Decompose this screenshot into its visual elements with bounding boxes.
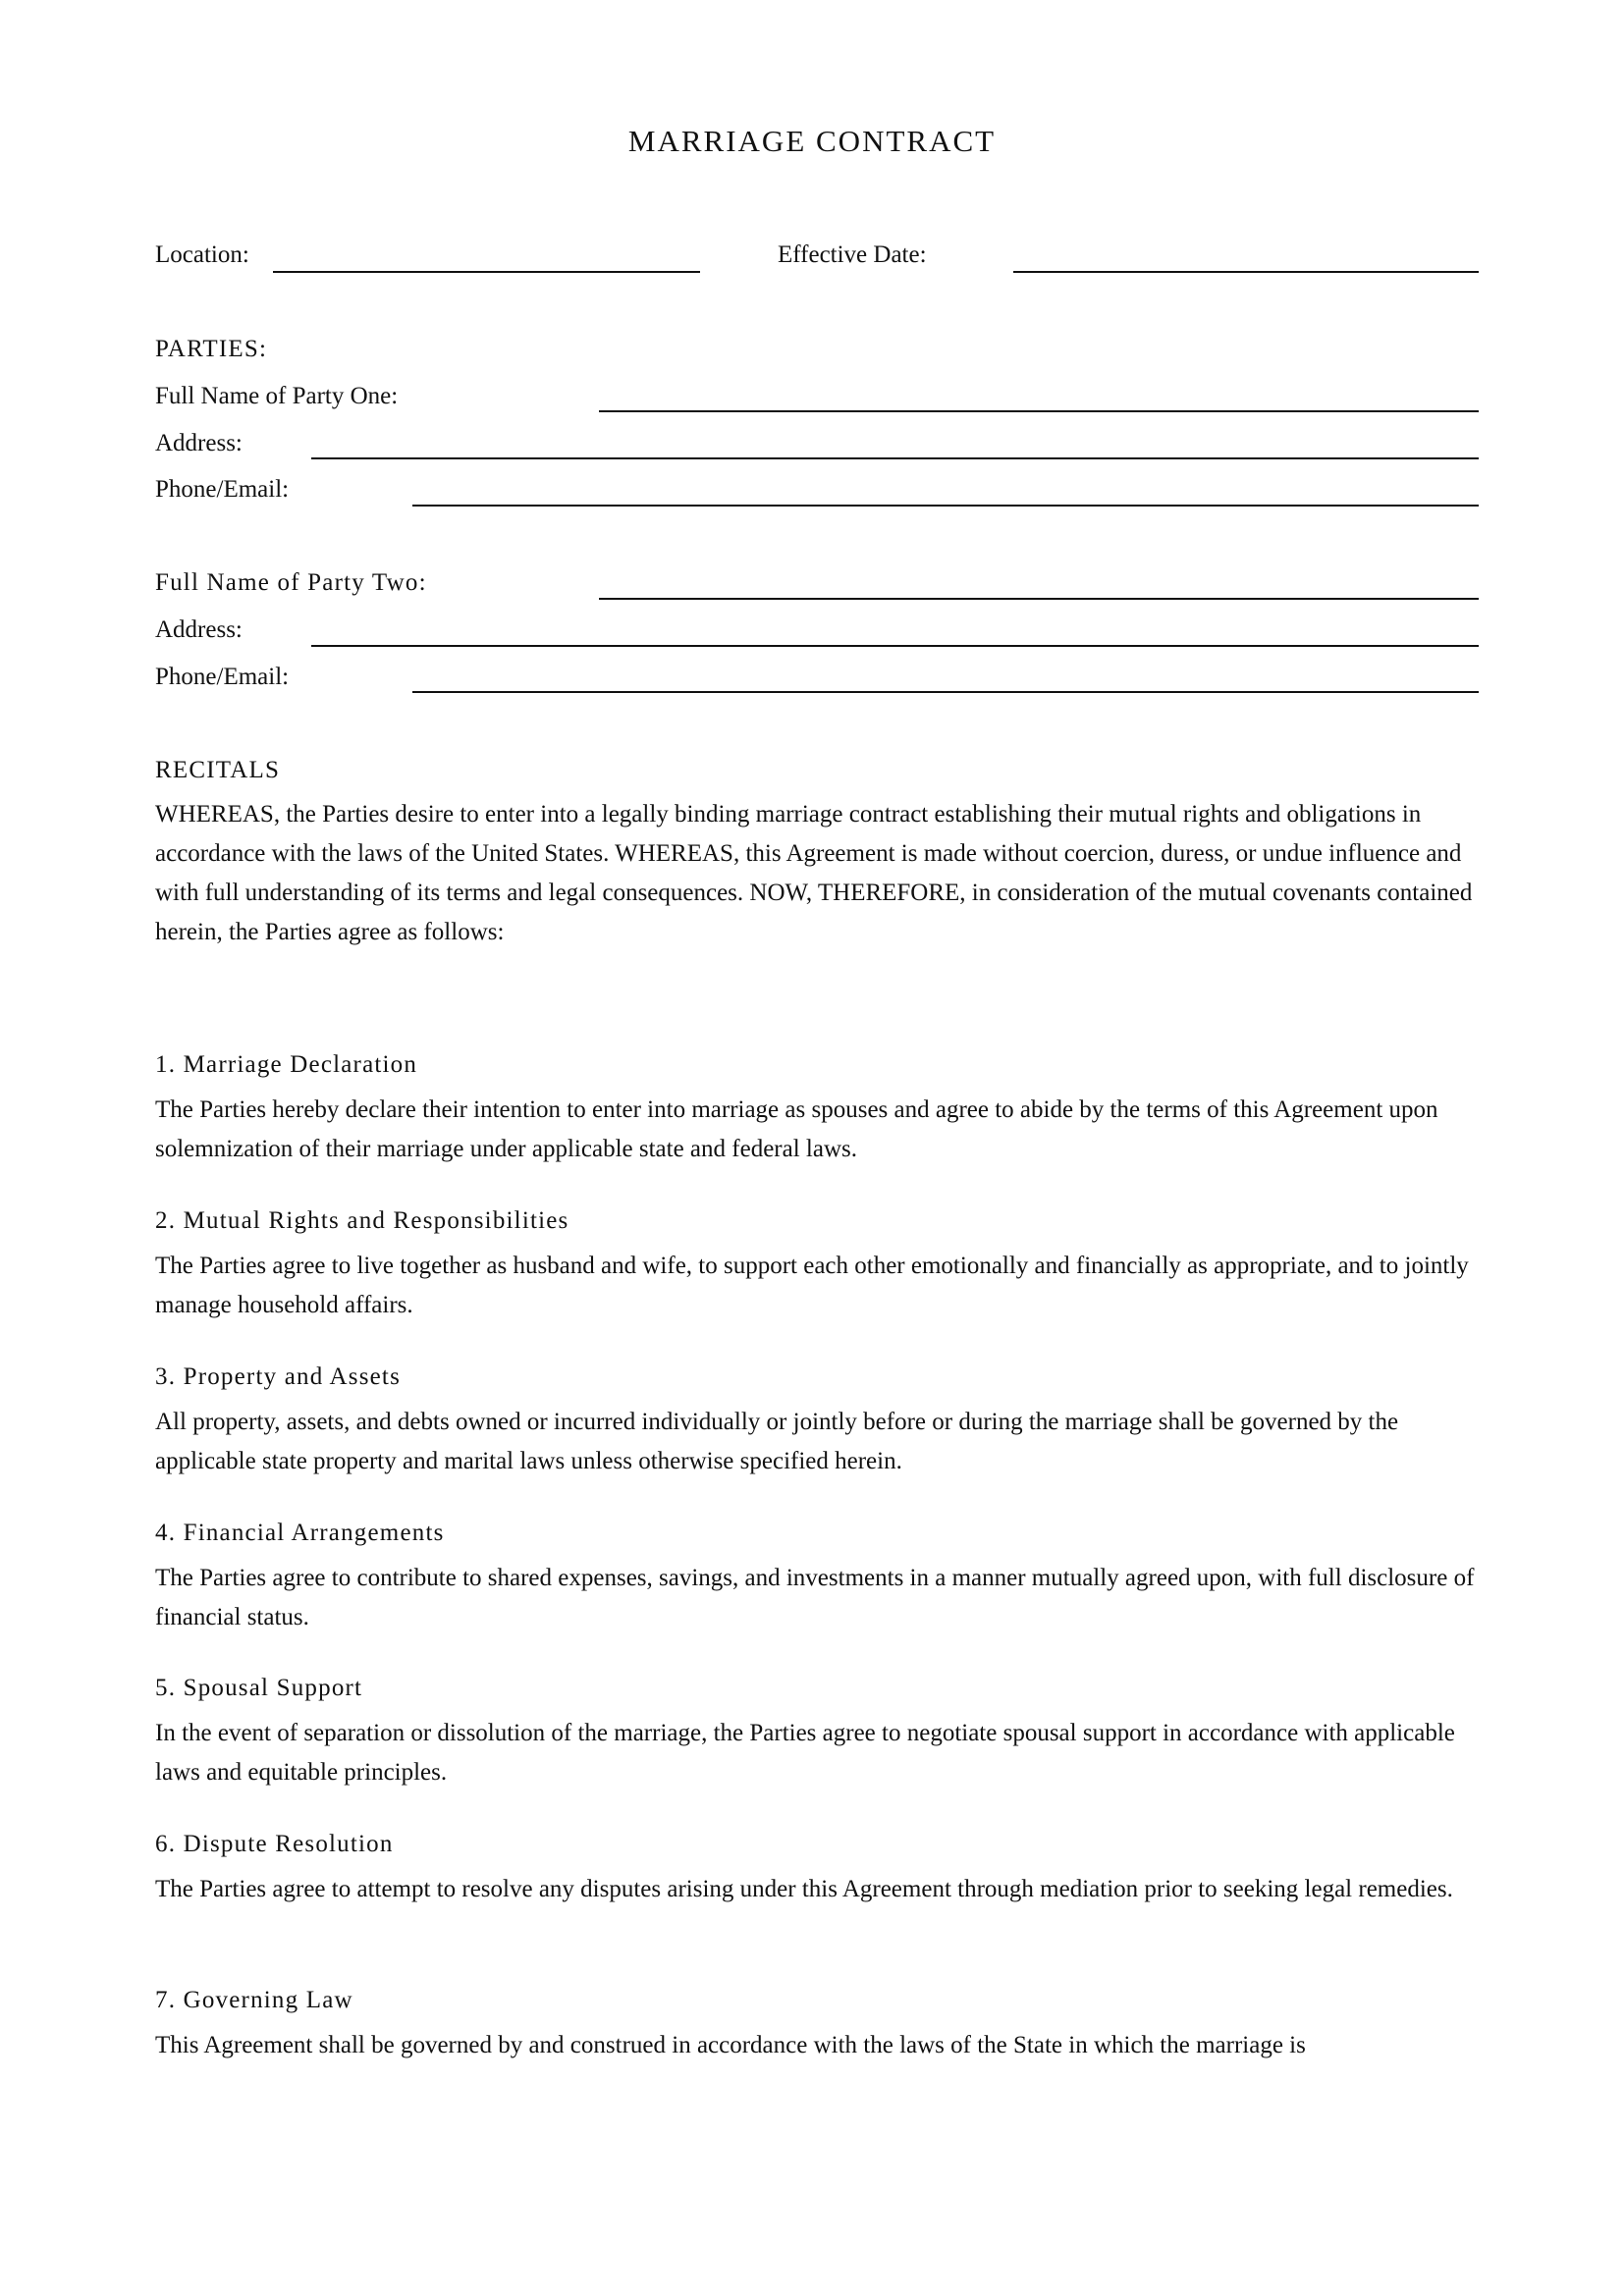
section-2-text: The Parties agree to live together as husband and wife, to support each other emotionally and financially as appropriate, and to jointly manage household affairs. — [155, 1253, 1469, 1318]
document-title: MARRIAGE CONTRACT — [627, 124, 997, 158]
party-one-contact-label: Phone/Email: — [155, 476, 290, 503]
party-one-name-field[interactable] — [599, 410, 1479, 412]
recitals-text: WHEREAS, the Parties desire to enter into a legally binding marriage contract establishing their mutual rights and obligations in accordance with the laws of the United States. WHEREAS, this Agreement is made without coercion, duress, or undue influence and with full understanding of its terms and legal consequences. NOW, THEREFORE, in consideration of the mutual covenants contained herein, the Parties agree as follows: — [155, 801, 1473, 945]
location-field[interactable] — [273, 271, 700, 273]
section-5-heading: 5. Spousal Support — [155, 1675, 363, 1701]
section-1-heading: 1. Marriage Declaration — [155, 1051, 418, 1078]
location-label: Location: — [155, 241, 249, 268]
section-2-heading: 2. Mutual Rights and Responsibilities — [155, 1207, 569, 1234]
party-two-name-field[interactable] — [599, 598, 1479, 600]
section-6-text: The Parties agree to attempt to resolve any disputes arising under this Agreement through mediation prior to seeking legal remedies. — [155, 1876, 1453, 1902]
effective-date-field[interactable] — [1013, 271, 1479, 273]
section-4-text: The Parties agree to contribute to shared expenses, savings, and investments in a manner mutually agreed upon, with full disclosure of financial status. — [155, 1565, 1475, 1630]
party-one-address-label: Address: — [155, 430, 243, 456]
section-5-text: In the event of separation or dissolution of the marriage, the Parties agree to negotiate spousal support in accordance with applicable laws and equitable principles. — [155, 1720, 1455, 1786]
section-1-text: The Parties hereby declare their intention to enter into marriage as spouses and agree to abide by the terms of this Agreement upon solemnization of their marriage under applicable state and federal laws. — [155, 1096, 1438, 1162]
party-two-contact-field[interactable] — [412, 691, 1479, 693]
party-two-contact-label: Phone/Email: — [155, 664, 290, 690]
section-7-heading: 7. Governing Law — [155, 1987, 353, 2013]
section-4-heading: 4. Financial Arrangements — [155, 1520, 445, 1546]
recitals-heading: RECITALS — [155, 757, 281, 783]
party-one-address-field[interactable] — [311, 457, 1479, 459]
section-7-text: This Agreement shall be governed by and construed in accordance with the laws of the State in which the marriage is — [155, 2032, 1306, 2058]
section-6-heading: 6. Dispute Resolution — [155, 1831, 394, 1857]
effective-date-label: Effective Date: — [778, 241, 927, 268]
parties-heading: PARTIES: — [155, 336, 268, 362]
section-3-heading: 3. Property and Assets — [155, 1363, 401, 1390]
party-one-contact-field[interactable] — [412, 505, 1479, 507]
party-one-name-label: Full Name of Party One: — [155, 383, 399, 409]
section-3-text: All property, assets, and debts owned or incurred individually or jointly before or during the marriage shall be governed by the applicable state property and marital laws unless otherwise specified herein. — [155, 1409, 1399, 1474]
party-two-address-label: Address: — [155, 616, 243, 643]
party-two-name-label: Full Name of Party Two: — [155, 569, 427, 596]
party-two-address-field[interactable] — [311, 645, 1479, 647]
